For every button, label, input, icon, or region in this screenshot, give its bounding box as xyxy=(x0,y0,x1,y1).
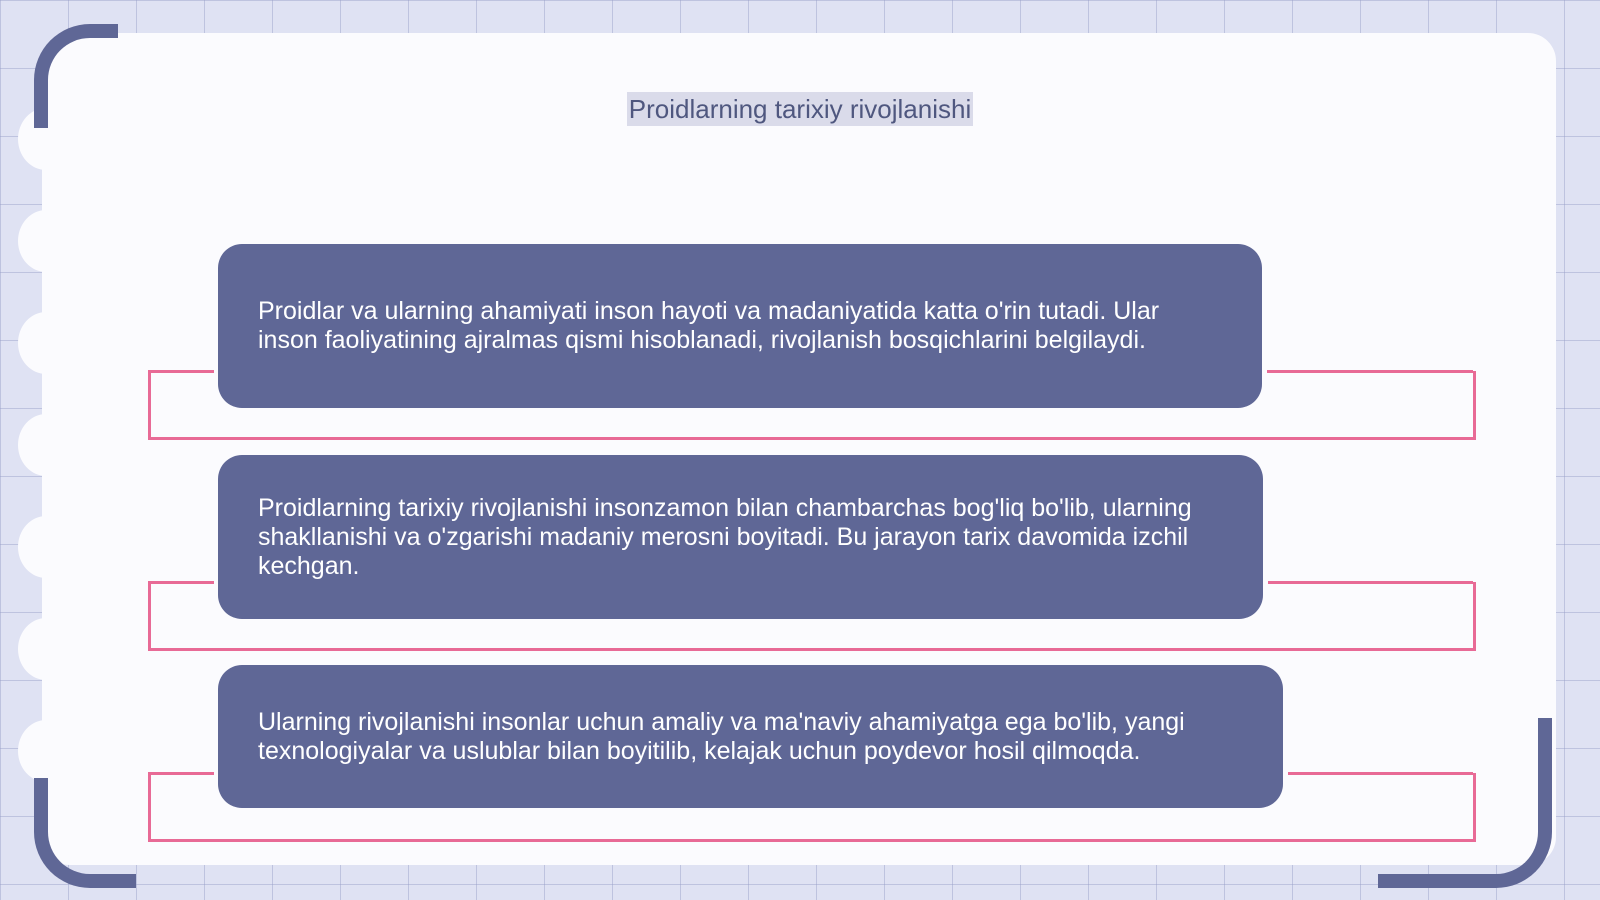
scallop-edge xyxy=(18,414,74,476)
scallop-edge xyxy=(18,720,74,782)
slide-title-text: Proidlarning tarixiy rivojlanishi xyxy=(628,94,972,124)
item-2-card xyxy=(218,455,1263,619)
item-2-frame-top-right xyxy=(1268,581,1473,584)
item-1-frame-top-right xyxy=(1267,370,1473,373)
item-1-card xyxy=(218,244,1262,408)
scallop-edge xyxy=(18,618,74,680)
slide-title xyxy=(0,94,1600,125)
item-3-frame-top-left xyxy=(148,772,214,775)
scallop-edge xyxy=(18,516,74,578)
scallop-edge xyxy=(18,312,74,374)
item-3-card xyxy=(218,665,1283,808)
scallop-edge xyxy=(18,210,74,272)
corner-bracket-bottom-left xyxy=(34,778,136,888)
item-1-text: Proidlar va ularning ahamiyati inson hayoti va madaniyatida katta o'rin tutadi. Ular inson faoliyatining ajralmas qismi hisoblanadi, rivojlanish bosqichlarini belgilaydi. xyxy=(258,297,1160,354)
item-3-frame-top-right xyxy=(1288,772,1473,775)
item-2-text: Proidlarning tarixiy rivojlanishi insonzamon bilan chambarchas bog'liq bo'lib, ularning shakllanishi va o'zgarishi madaniy merosni boyitadi. Bu jarayon tarix davomida izchil kechgan. xyxy=(258,493,1192,580)
item-1-frame-top-left xyxy=(148,370,214,373)
item-2-frame-top-left xyxy=(148,581,214,584)
item-3-text: Ularning rivojlanishi insonlar uchun amaliy va ma'naviy ahamiyatga ega bo'lib, yangi texnologiyalar va uslublar bilan boyitilib, kelajak uchun poydevor hosil qilmoqda. xyxy=(258,707,1185,765)
